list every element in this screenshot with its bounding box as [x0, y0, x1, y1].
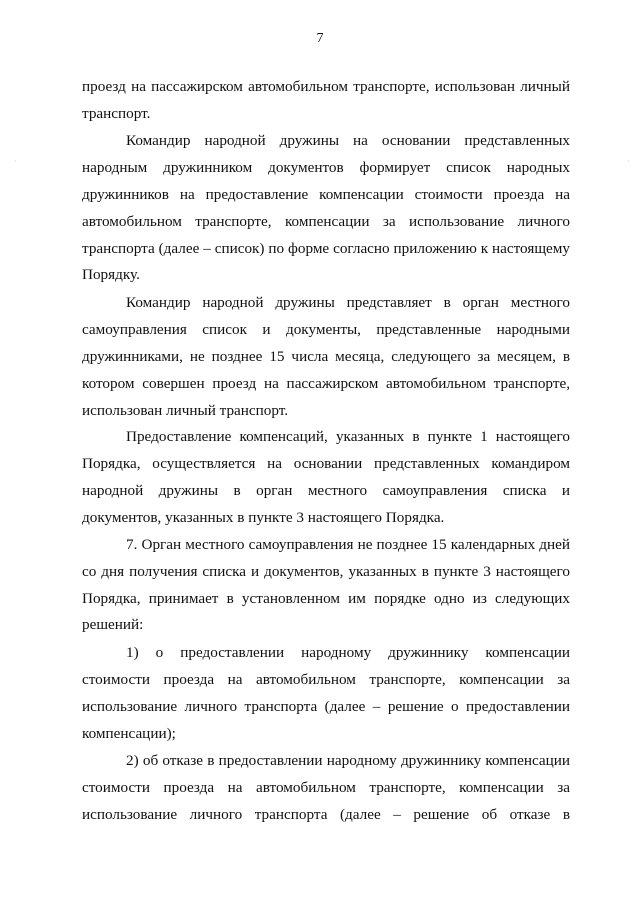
paragraph-start-line: Предоставление компенсаций, указанных в пункте 1 настоящего: [126, 428, 570, 445]
text-line: документов, указанных в пункте 3 настоящего Порядка.: [82, 509, 445, 526]
text-line: компенсации);: [82, 725, 176, 742]
text-line: использование личного транспорта (далее – решение о предоставлении: [82, 698, 570, 715]
list-item-line: 2) об отказе в предоставлении народному дружиннику компенсации: [126, 752, 570, 769]
list-item-line: 1) о предоставлении народному дружиннику компенсации: [126, 644, 570, 661]
text-line: решений:: [82, 616, 144, 633]
text-line: народным дружинником документов формирует список народных: [82, 159, 570, 176]
right-margin-mark: ·: [627, 157, 630, 166]
text-line: дружинников на предоставление компенсации стоимости проезда на: [82, 186, 570, 203]
text-line: транспорта (далее – список) по форме согласно приложению к настоящему: [82, 240, 570, 257]
text-line: народной дружины в орган местного самоуправления списка и: [82, 482, 570, 499]
text-line: со дня получения списка и документов, указанных в пункте 3 настоящего: [82, 563, 570, 580]
left-margin-mark: ·: [14, 157, 17, 166]
page-number: 7: [316, 31, 324, 46]
text-line: стоимости проезда на автомобильном транспорте, компенсации за: [82, 671, 570, 688]
text-line: дружинниками, не позднее 15 числа месяца, следующего за месяцем, в: [82, 348, 570, 365]
text-line: проезд на пассажирском автомобильном транспорте, использован личный: [82, 78, 570, 95]
text-line: котором совершен проезд на пассажирском автомобильном транспорте,: [82, 375, 570, 392]
paragraph-start-line: Командир народной дружины на основании представленных: [126, 132, 570, 149]
text-line: самоуправления список и документы, представленные народными: [82, 321, 570, 338]
text-line: стоимости проезда на автомобильном транспорте, компенсации за: [82, 779, 570, 796]
text-line: транспорт.: [82, 105, 151, 122]
text-line: Порядка, принимает в установленном им порядке одно из следующих: [82, 590, 570, 607]
text-line: использование личного транспорта (далее – решение об отказе в: [82, 806, 570, 823]
text-line: автомобильном транспорте, компенсации за использование личного: [82, 213, 570, 230]
text-line: Порядка, осуществляется на основании представленных командиром: [82, 455, 570, 472]
text-line: Порядку.: [82, 266, 140, 283]
text-line: использован личный транспорт.: [82, 402, 289, 419]
paragraph-start-line: Командир народной дружины представляет в орган местного: [126, 294, 570, 311]
paragraph-start-line: 7. Орган местного самоуправления не позднее 15 календарных дней: [126, 536, 570, 553]
